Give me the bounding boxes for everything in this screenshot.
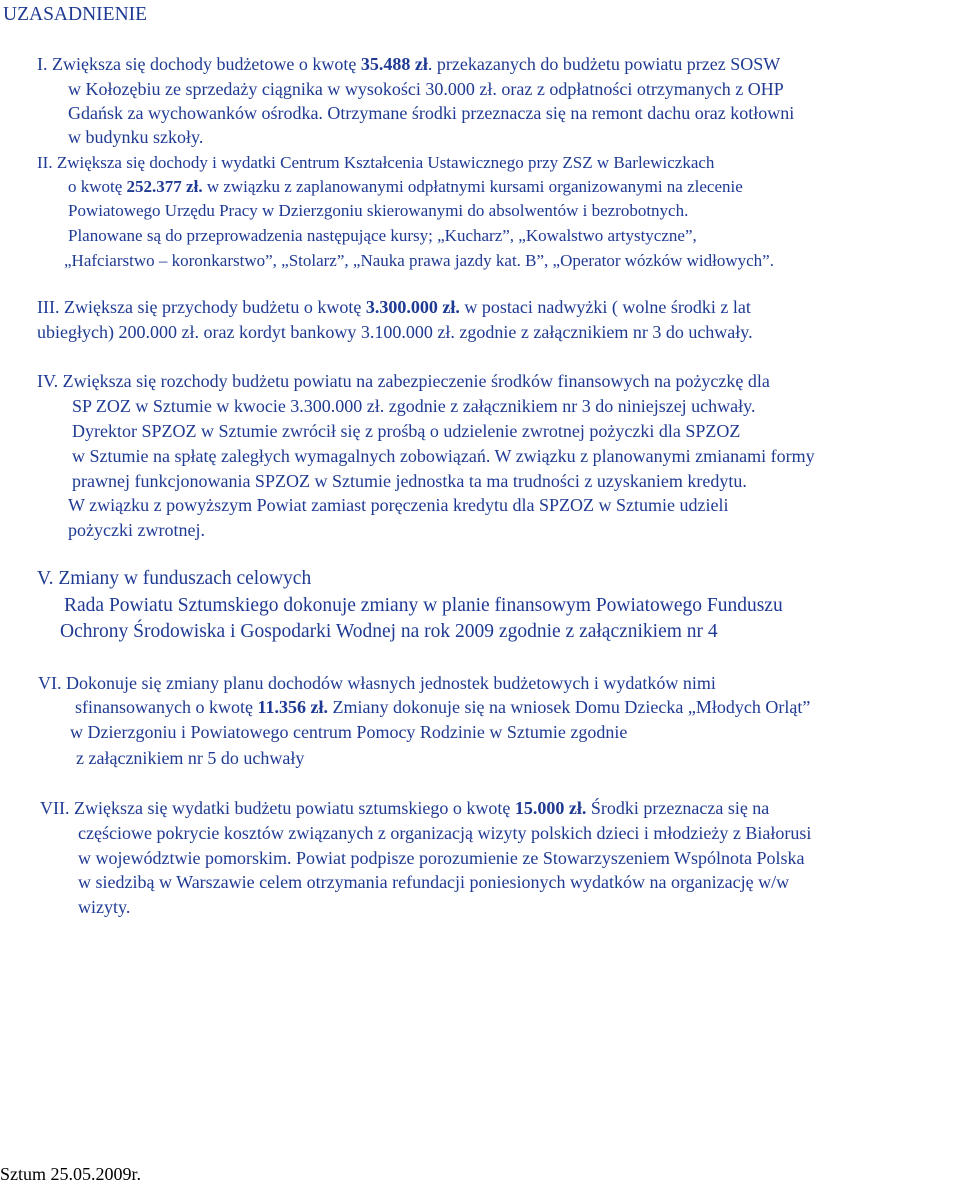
s2-text-a: o kwotę: [68, 177, 127, 196]
s7-text-c: Środki przeznacza się na: [586, 798, 770, 818]
s6-text-a: sfinansowanych o kwotę: [75, 697, 258, 717]
section-4-line-5: prawnej funkcjonowania SPZOZ w Sztumie jednostka ta ma trudności z uzyskaniem kredytu.: [72, 471, 747, 491]
section-4-line-2: SP ZOZ w Sztumie w kwocie 3.300.000 zł. zgodnie z załącznikiem nr 3 do niniejszej uchwały.: [72, 396, 756, 416]
s6-amount: 11.356 zł.: [257, 697, 328, 717]
section-4-line-1: IV. Zwiększa się rozchody budżetu powiatu na zabezpieczenie środków finansowych na pożyczkę dla: [37, 371, 770, 391]
section-2-line-5: „Hafciarstwo – koronkarstwo”, „Stolarz”, „Nauka prawa jazdy kat. B”, „Operator wózków widłowych”.: [64, 251, 774, 270]
s1-amount: 35.488 zł: [360, 54, 428, 74]
section-3-line-2: ubiegłych) 200.000 zł. oraz kordyt bankowy 3.100.000 zł. zgodnie z załącznikiem nr 3 do uchwały.: [37, 322, 753, 342]
section-6-line-2: [75, 698, 810, 716]
section-1-line-1: [37, 55, 780, 73]
section-1-line-4: w budynku szkoły.: [68, 127, 204, 147]
section-6-line-3: w Dzierzgoniu i Powiatowego centrum Pomocy Rodzinie w Sztumie zgodnie: [70, 722, 628, 742]
section-4-line-4: w Sztumie na spłatę zaległych wymagalnych zobowiązań. W związku z planowanymi zmianami formy: [72, 446, 815, 466]
section-7-line-5: wizyty.: [78, 897, 131, 917]
section-7-line-1: [40, 799, 769, 817]
section-4-line-6: W związku z powyższym Powiat zamiast poręczenia kredytu dla SPZOZ w Sztumie udzieli: [68, 495, 729, 515]
s6-text-c: Zmiany dokonuje się na wniosek Domu Dziecka „Młodych Orląt”: [327, 697, 811, 717]
s1-text-c: . przekazanych do budżetu powiatu przez SOSW: [427, 54, 781, 74]
section-2-line-2: [68, 178, 743, 195]
section-2-line-4: Planowane są do przeprowadzenia następujące kursy; „Kucharz”, „Kowalstwo artystyczne”,: [68, 226, 697, 245]
s3-text-a: III. Zwiększa się przychody budżetu o kwotę: [37, 297, 366, 317]
section-3-line-1: [37, 298, 751, 316]
section-7-line-2: częściowe pokrycie kosztów związanych z organizacją wizyty polskich dzieci i młodzieży z Białorusi: [78, 823, 812, 843]
section-5-line-2: Rada Powiatu Sztumskiego dokonuje zmiany w planie finansowym Powiatowego Funduszu: [64, 595, 783, 616]
s3-text-c: w postaci nadwyżki ( wolne środki z lat: [459, 297, 751, 317]
s2-text-c: w związku z zaplanowanymi odpłatnymi kursami organizowanymi na zlecenie: [202, 177, 743, 196]
footer-date: Sztum 25.05.2009r.: [0, 1164, 142, 1184]
section-2-line-1: II. Zwiększa się dochody i wydatki Centrum Kształcenia Ustawicznego przy ZSZ w Barlewiczkach: [37, 153, 715, 172]
section-7-line-3: w województwie pomorskim. Powiat podpisze porozumienie ze Stowarzyszeniem Wspólnota Polska: [78, 848, 805, 868]
section-5-heading: V. Zmiany w funduszach celowych: [37, 568, 312, 589]
section-6-line-4: z załącznikiem nr 5 do uchwały: [76, 748, 305, 768]
s7-text-a: VII. Zwiększa się wydatki budżetu powiatu sztumskiego o kwotę: [40, 798, 515, 818]
s2-amount: 252.377 zł.: [126, 177, 203, 196]
s7-amount: 15.000 zł.: [514, 798, 587, 818]
section-2-line-3: Powiatowego Urzędu Pracy w Dzierzgoniu skierowanymi do absolwentów i bezrobotnych.: [68, 201, 689, 220]
s1-text-a: I. Zwiększa się dochody budżetowe o kwotę: [37, 54, 361, 74]
section-7-line-4: w siedzibą w Warszawie celem otrzymania refundacji poniesionych wydatków na organizację w/w: [78, 872, 790, 892]
section-4-line-7: pożyczki zwrotnej.: [68, 520, 205, 540]
section-5-line-3: Ochrony Środowiska i Gospodarki Wodnej na rok 2009 zgodnie z załącznikiem nr 4: [60, 621, 718, 642]
section-1-line-2: w Kołozębiu ze sprzedaży ciągnika w wysokości 30.000 zł. oraz z odpłatności otrzymanych z OHP: [68, 79, 784, 99]
s3-amount: 3.300.000 zł.: [365, 297, 460, 317]
section-1-line-3: Gdańsk za wychowanków ośrodka. Otrzymane środki przeznacza się na remont dachu oraz kotłowni: [68, 103, 795, 123]
section-4-line-3: Dyrektor SPZOZ w Sztumie zwrócił się z prośbą o udzielenie zwrotnej pożyczki dla SPZOZ: [72, 421, 741, 441]
section-6-line-1: VI. Dokonuje się zmiany planu dochodów własnych jednostek budżetowych i wydatków nimi: [38, 673, 716, 693]
heading: UZASADNIENIE: [3, 4, 148, 25]
